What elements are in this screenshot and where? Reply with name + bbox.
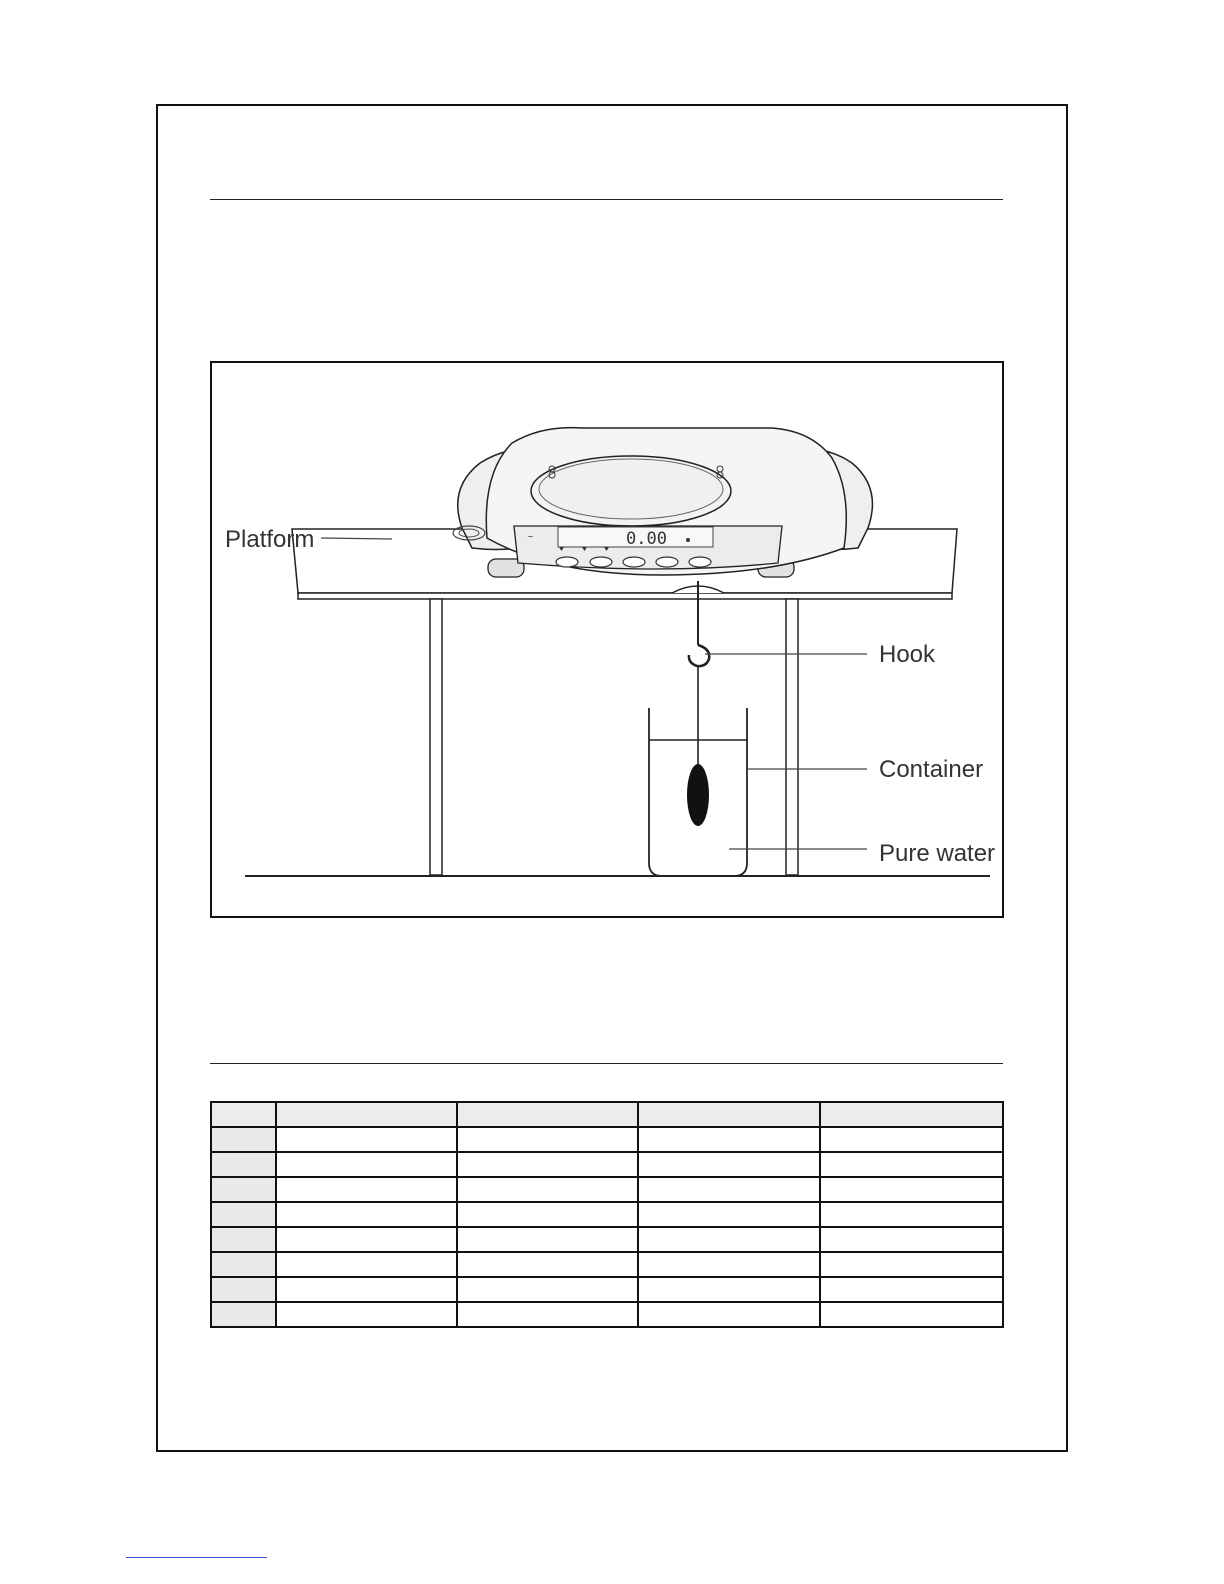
top-rule [210, 199, 1003, 200]
table-row [211, 1152, 1003, 1177]
data-table [210, 1101, 1004, 1328]
lcd-readout: 0.00 [626, 529, 667, 549]
table-index-cell [211, 1102, 276, 1127]
table-cell [820, 1177, 1003, 1202]
table-cell [820, 1102, 1003, 1127]
table-row [211, 1302, 1003, 1327]
footer-link-underline[interactable] [126, 1557, 267, 1558]
table-cell [457, 1152, 638, 1177]
table-cell [457, 1102, 638, 1127]
table-cell [457, 1252, 638, 1277]
table-index-cell [211, 1127, 276, 1152]
balance-setup-figure [210, 361, 1004, 918]
table-cell [638, 1302, 820, 1327]
table-cell [638, 1227, 820, 1252]
table-cell [638, 1177, 820, 1202]
table-index-cell [211, 1277, 276, 1302]
table-cell [457, 1302, 638, 1327]
table-index-cell [211, 1177, 276, 1202]
sample-weight [687, 764, 709, 826]
table-cell [276, 1152, 457, 1177]
table-cell [276, 1102, 457, 1127]
table-cell [276, 1302, 457, 1327]
table-index-cell [211, 1302, 276, 1327]
table-row [211, 1202, 1003, 1227]
table-header-row [211, 1102, 1003, 1127]
table-row [211, 1127, 1003, 1152]
table-cell [820, 1302, 1003, 1327]
table-cell [457, 1202, 638, 1227]
mid-rule [210, 1063, 1003, 1064]
table-cell [638, 1127, 820, 1152]
platform-edge [298, 593, 952, 599]
table-row [211, 1227, 1003, 1252]
table-cell [276, 1277, 457, 1302]
table-cell [638, 1277, 820, 1302]
table-cell [638, 1152, 820, 1177]
table-cell [457, 1227, 638, 1252]
table-index-cell [211, 1227, 276, 1252]
table-index-cell [211, 1152, 276, 1177]
table-row [211, 1252, 1003, 1277]
table-cell [820, 1277, 1003, 1302]
label-container: Container [879, 756, 984, 783]
table-cell [820, 1152, 1003, 1177]
table-cell [820, 1252, 1003, 1277]
table-cell [820, 1127, 1003, 1152]
table-cell [457, 1177, 638, 1202]
platform-leg-right [786, 599, 798, 875]
table-cell [820, 1202, 1003, 1227]
platform-leg-left [430, 599, 442, 875]
label-platform: Platform [225, 526, 315, 553]
figure-illustration [212, 363, 1002, 916]
table-cell [276, 1202, 457, 1227]
table-cell [457, 1277, 638, 1302]
table-body [211, 1102, 1003, 1327]
table-cell [276, 1177, 457, 1202]
table-cell [820, 1227, 1003, 1252]
table-index-cell [211, 1202, 276, 1227]
hook-assembly [687, 581, 709, 826]
svg-text:~: ~ [527, 532, 534, 541]
table-row [211, 1177, 1003, 1202]
label-hook: Hook [879, 641, 936, 668]
table-cell [638, 1252, 820, 1277]
table-cell [276, 1227, 457, 1252]
table-cell [276, 1127, 457, 1152]
table-cell [457, 1127, 638, 1152]
table-row [211, 1277, 1003, 1302]
table-cell [276, 1252, 457, 1277]
table-cell [638, 1102, 820, 1127]
label-pure-water: Pure water [879, 840, 996, 867]
table-index-cell [211, 1252, 276, 1277]
table-cell [638, 1202, 820, 1227]
